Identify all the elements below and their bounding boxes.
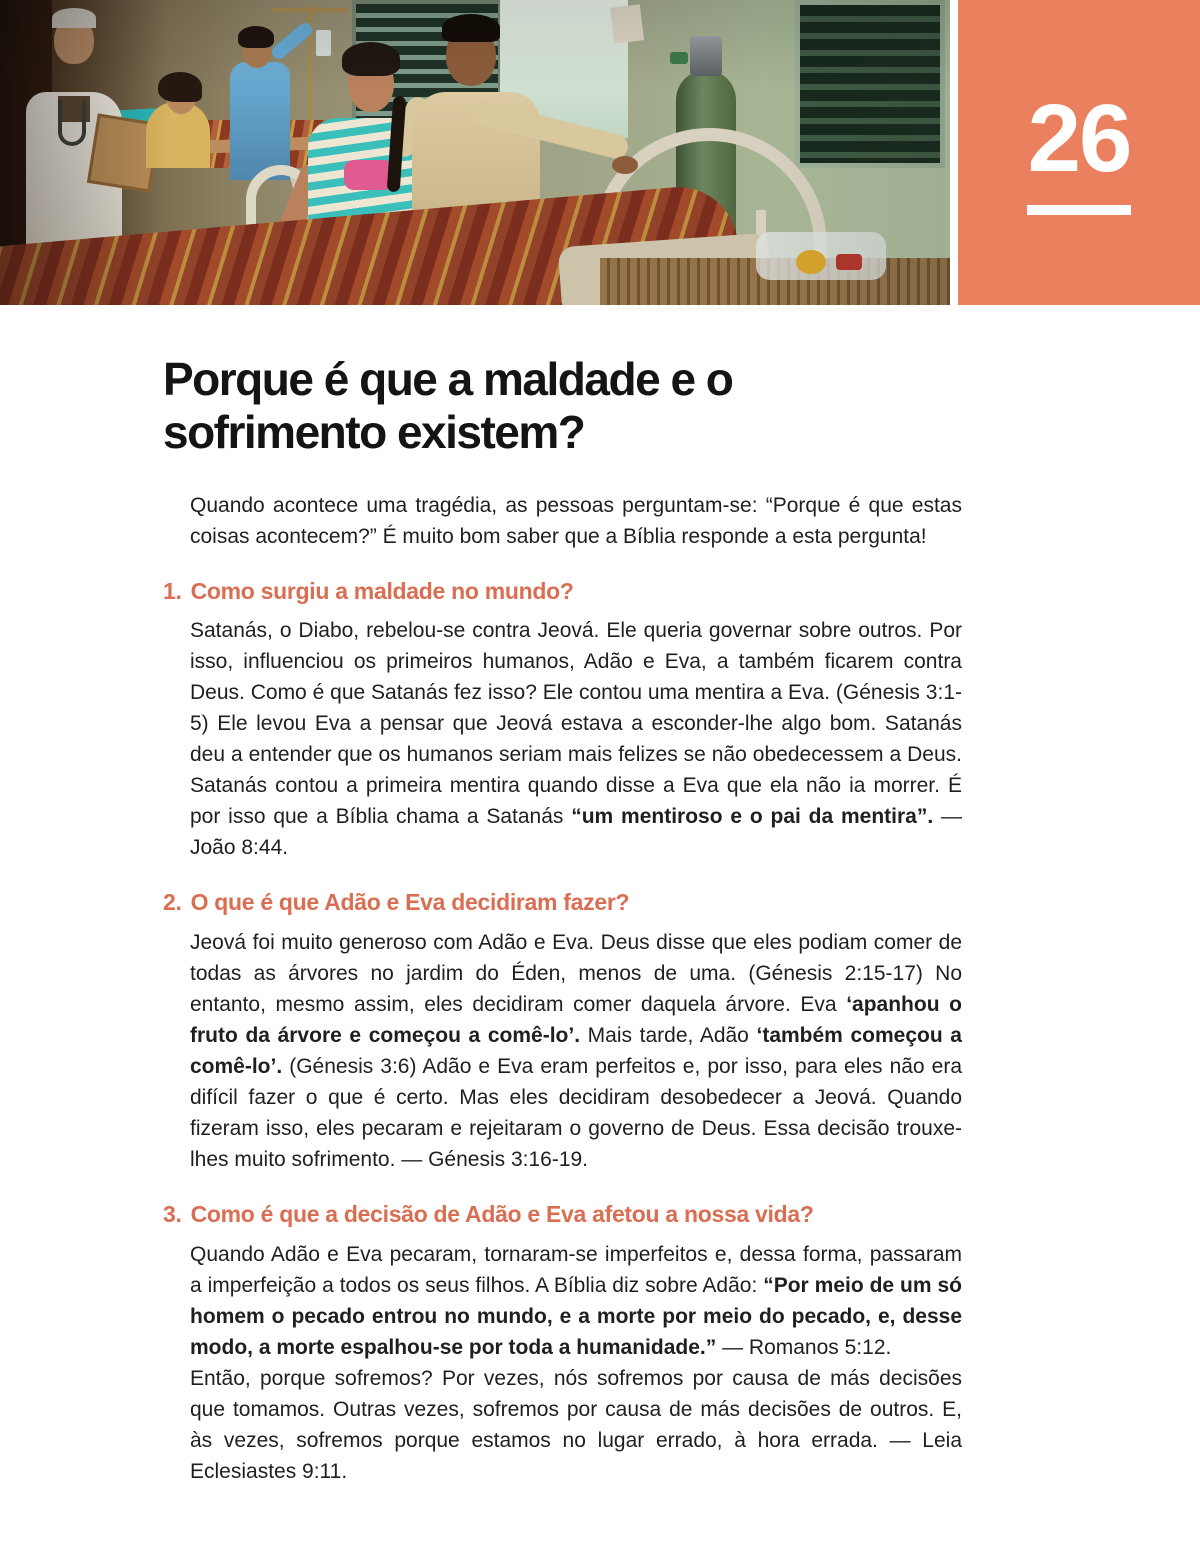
lesson-number-underline <box>1027 205 1131 215</box>
hero-photo-hospital-scene <box>0 0 950 305</box>
lesson-number: 26 <box>1027 84 1131 192</box>
section-3 <box>163 1201 962 1487</box>
section-1-heading-text: Como surgiu a maldade no mundo? <box>190 577 574 604</box>
section-1-number: 1. <box>163 577 182 604</box>
intro-paragraph: Quando acontece uma tragédia, as pessoas perguntam-se: “Porque é que estas coisas acontecem?” É muito bom saber que a Bíblia responde a esta pergunta! <box>190 493 962 548</box>
photo-vignette-overlay <box>0 0 950 305</box>
section-3-number: 3. <box>163 1200 182 1227</box>
section-3-paragraph-2: Então, porque sofremos? Por vezes, nós sofremos por causa de más decisões que tomamos. Outras vezes, sofremos por causa de más decisões de outros. E, às vezes, sofremos porque estamos no lugar errado, à hora errada. — Leia Eclesiastes 9:11. <box>190 1366 962 1483</box>
section-3-heading-text: Como é que a decisão de Adão e Eva afetou a nossa vida? <box>190 1200 814 1227</box>
section-2-heading-text: O que é que Adão e Eva decidiram fazer? <box>190 889 630 916</box>
section-2 <box>163 889 962 1175</box>
section-3-heading <box>163 1201 962 1229</box>
section-1-paragraph-1: Satanás, o Diabo, rebelou-se contra Jeová. Ele queria governar sobre outros. Por isso, influenciou os primeiros humanos, Adão e Eva, a também ficarem contra Deus. Como é que Satanás fez isso? Ele contou uma mentira a Eva. (Génesis 3:1-5) Ele levou Eva a pensar que Jeová estava a esconder-lhe algo bom. Satanás deu a entender que os humanos seriam mais felizes se não obedecessem a Deus. Satanás contou a primeira mentira quando disse a Eva que ela não ia morrer. É por isso que a Bíblia chama a Satanás “um mentiroso e o pai da mentira”. — João 8:44. <box>190 619 963 860</box>
page-title: Porque é que a maldade e o sofrimento existem? <box>163 353 733 459</box>
section-2-number: 2. <box>163 889 182 916</box>
lesson-number-block <box>958 0 1200 305</box>
section-3-paragraph-1: Quando Adão e Eva pecaram, tornaram-se imperfeitos e, dessa forma, passaram a imperfeição a todos os seus filhos. A Bíblia diz sobre Adão: “Por meio de um só homem o pecado entrou no mundo, e a morte por meio do pecado, e, desse modo, a morte espalhou-se por toda a humanidade.” — Romanos 5:12. <box>190 1242 962 1359</box>
section-2-heading <box>163 889 962 917</box>
section-2-paragraph-1: Jeová foi muito generoso com Adão e Eva. Deus disse que eles podiam comer de todas as árvores no jardim do Éden, menos de uma. (Génesis 2:15-17) No entanto, mesmo assim, eles decidiram comer daquela árvore. Eva ‘apanhou o fruto da árvore e começou a comê-lo’. Mais tarde, Adão ‘também começou a comê-lo’. (Génesis 3:6) Adão e Eva eram perfeitos e, por isso, para eles não era difícil fazer o que é certo. Mas eles decidiram desobedecer a Jeová. Quando fizeram isso, eles pecaram e rejeitaram o governo de Deus. Essa decisão trouxe-lhes muito sofrimento. — Génesis 3:16-19. <box>190 930 962 1171</box>
section-1-heading <box>163 578 962 606</box>
section-1 <box>163 578 962 864</box>
article-body <box>0 305 1200 1487</box>
hero-banner <box>0 0 1200 305</box>
